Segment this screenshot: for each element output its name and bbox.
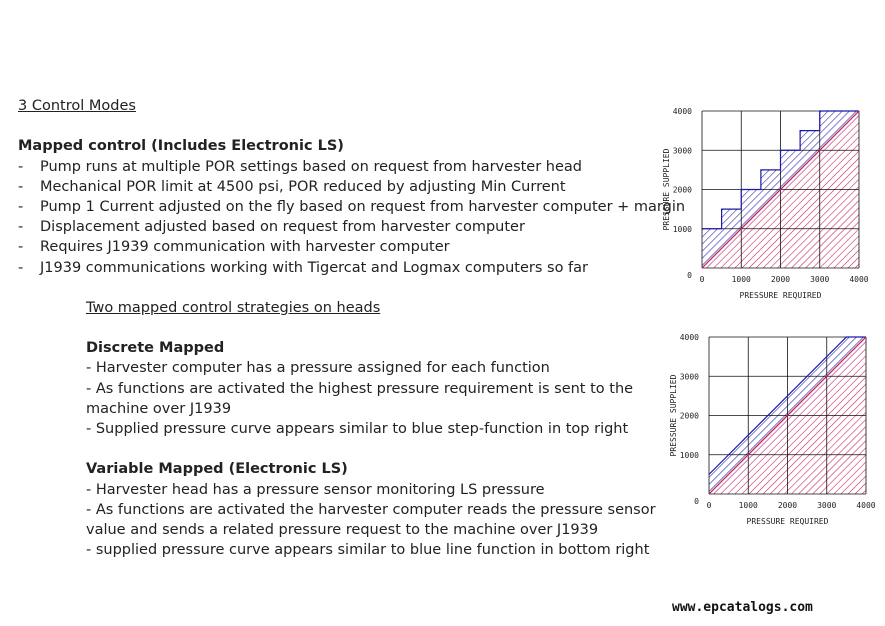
x-axis-label: PRESSURE REQUIRED [739,291,822,300]
discrete-line: - Harvester computer has a pressure assigned for each function [86,360,550,376]
discrete-mapped-title: Discrete Mapped [86,340,225,356]
y-tick-label: 1000 [679,450,699,460]
x-tick-label: 3000 [810,275,830,284]
x-tick-label: 1000 [738,501,758,510]
x-axis-label: PRESSURE REQUIRED [746,517,829,526]
variable-line: - As functions are activated the harvester computer reads the pressure sensor [86,502,656,518]
y-tick-label: 4000 [679,333,699,342]
x-tick-label: 1000 [731,275,751,284]
x-tick-label: 4000 [849,275,869,284]
discrete-line: - Supplied pressure curve appears similar to blue step-function in top right [86,421,629,437]
y-tick-label: 2000 [679,411,699,421]
watermark-url: www.epcatalogs.com [672,600,813,615]
y-tick-label: 2000 [672,185,692,195]
discrete-line: machine over J1939 [86,401,232,417]
discrete-line: - As functions are activated the highest pressure requirement is sent to the [86,381,634,397]
strategies-title: Two mapped control strategies on heads [86,300,381,316]
y-tick-label: 3000 [672,146,692,156]
variable-line: value and sends a related pressure request to the machine over J1939 [86,522,599,538]
variable-line: - Harvester head has a pressure sensor monitoring LS pressure [86,482,545,498]
y-axis-label: PRESSURE SUPPLIED [662,148,671,231]
y-tick-label: 4000 [672,107,692,116]
y-tick-label: 3000 [679,372,699,382]
mapped-control-title: Mapped control (Includes Electronic LS) [18,138,344,154]
section-heading: 3 Control Modes [18,98,136,114]
chart-discrete-mapped [655,100,875,314]
y-axis-label: PRESSURE SUPPLIED [669,374,678,457]
x-tick-label: 3000 [817,501,837,510]
x-tick-label: 2000 [777,501,798,510]
variable-line: - supplied pressure curve appears similar to blue line function in bottom right [86,542,650,558]
variable-mapped-title: Variable Mapped (Electronic LS) [86,461,348,477]
y-tick-label: 1000 [672,224,692,234]
x-tick-label: 0 [706,501,712,510]
y-tick-label: 0 [694,497,699,506]
y-tick-label: 0 [687,271,692,280]
x-tick-label: 4000 [856,501,876,510]
chart-variable-mapped [662,326,882,540]
x-tick-label: 0 [699,275,705,284]
x-tick-label: 2000 [770,275,791,284]
